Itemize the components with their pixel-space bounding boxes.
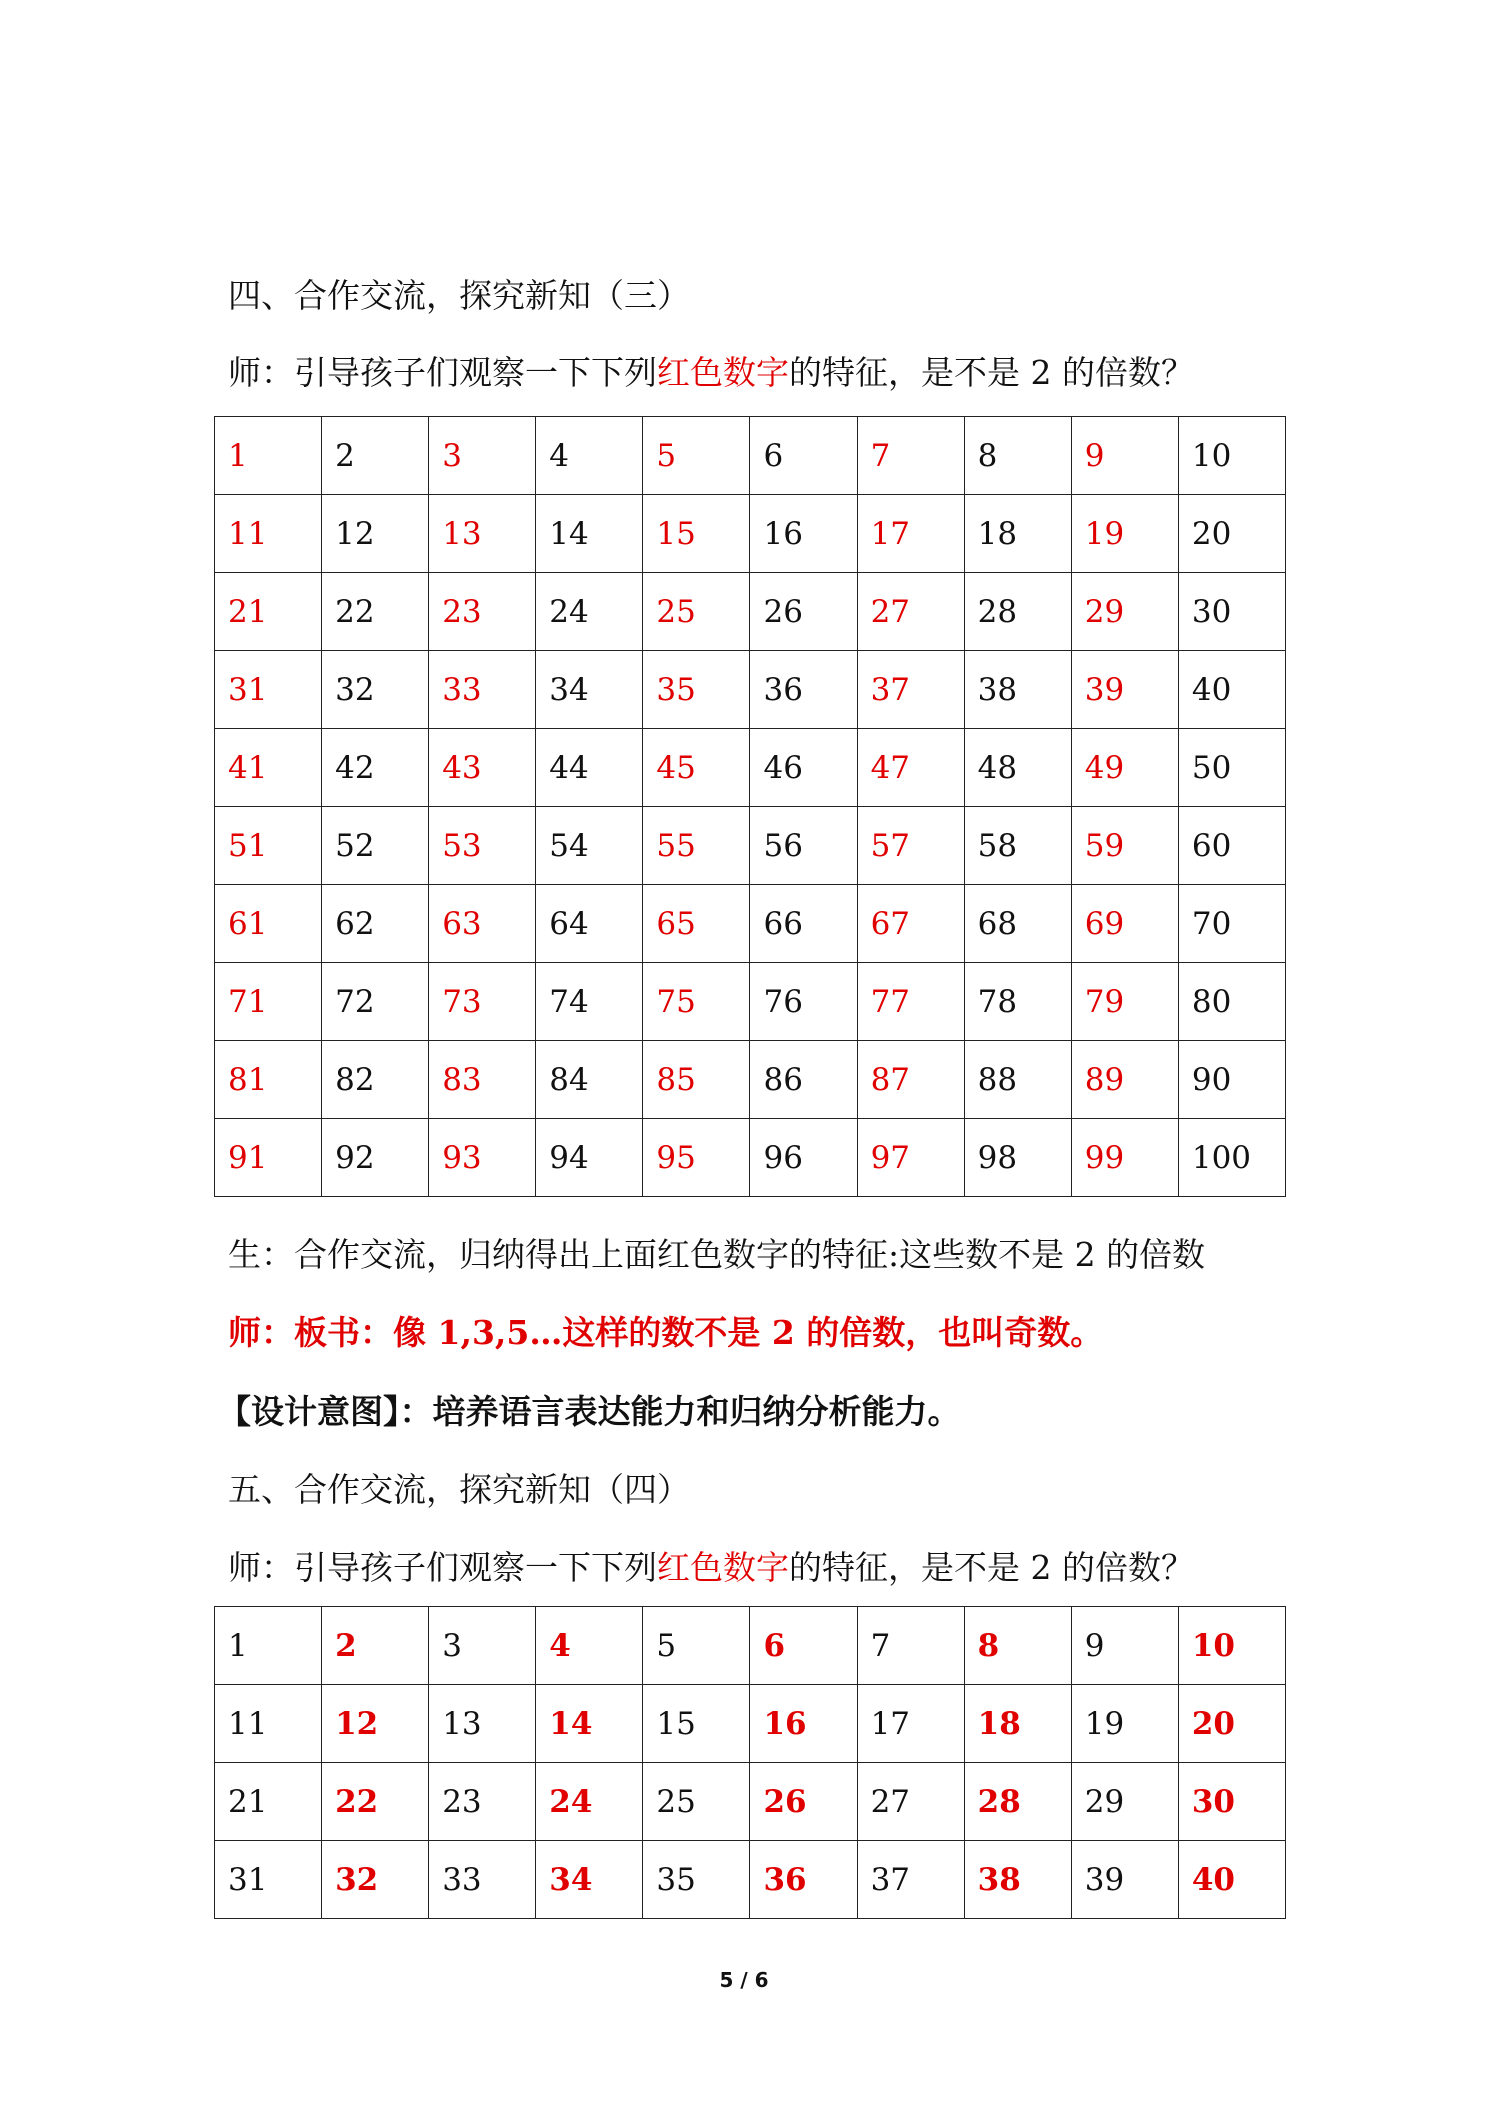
table-cell: 60 [1178,807,1285,885]
table-cell: 80 [1178,963,1285,1041]
table-cell: 70 [1178,885,1285,963]
table-cell: 6 [750,417,857,495]
table-row [215,1119,1286,1197]
table-cell: 15 [643,1685,750,1763]
table-cell: 11 [215,495,322,573]
table-cell: 78 [964,963,1071,1041]
table-cell: 27 [857,573,964,651]
table-cell: 6 [750,1607,857,1685]
table-cell: 31 [215,1841,322,1919]
table-row [215,1763,1286,1841]
table-cell: 21 [215,1763,322,1841]
table-cell: 13 [429,495,536,573]
table-cell: 19 [1071,1685,1178,1763]
table-cell: 35 [643,651,750,729]
teacher-board-note: 师：板书：像 1,3,5…这样的数不是 2 的倍数，也叫奇数。 [228,1313,1104,1352]
table-cell: 2 [322,417,429,495]
table-cell: 33 [429,1841,536,1919]
table-cell: 3 [429,417,536,495]
table-cell: 3 [429,1607,536,1685]
table-cell: 24 [536,1763,643,1841]
table-cell: 25 [643,1763,750,1841]
table-cell: 49 [1071,729,1178,807]
table-cell: 12 [322,495,429,573]
table-cell: 18 [964,495,1071,573]
table-cell: 8 [964,1607,1071,1685]
table-cell: 36 [750,651,857,729]
table-cell: 92 [322,1119,429,1197]
table-cell: 4 [536,1607,643,1685]
table-cell: 14 [536,495,643,573]
table-cell: 12 [322,1685,429,1763]
table-cell: 40 [1178,651,1285,729]
table-cell: 38 [964,1841,1071,1919]
table-cell: 20 [1178,495,1285,573]
table-cell: 29 [1071,573,1178,651]
table-cell: 52 [322,807,429,885]
design-intent-label: 【设计意图】 [218,1392,400,1431]
table-cell: 11 [215,1685,322,1763]
table-cell: 14 [536,1685,643,1763]
prompt-text-b: 的特征，是不是 2 的倍数？ [789,1548,1194,1587]
table-cell: 20 [1178,1685,1285,1763]
table-cell: 64 [536,885,643,963]
table-cell: 82 [322,1041,429,1119]
table-cell: 63 [429,885,536,963]
table-cell: 51 [215,807,322,885]
table-cell: 22 [322,573,429,651]
table-row [215,1607,1286,1685]
table-cell: 35 [643,1841,750,1919]
table-cell: 28 [964,573,1071,651]
table-cell: 58 [964,807,1071,885]
table-cell: 87 [857,1041,964,1119]
table-cell: 86 [750,1041,857,1119]
table-cell: 30 [1178,573,1285,651]
table-cell: 23 [429,1763,536,1841]
table-cell: 48 [964,729,1071,807]
number-table-1-40 [214,1606,1286,1919]
table-cell: 27 [857,1763,964,1841]
table-cell: 5 [643,1607,750,1685]
table-cell: 10 [1178,417,1285,495]
teacher-prompt-1 [228,351,1194,395]
table-cell: 10 [1178,1607,1285,1685]
table-cell: 16 [750,495,857,573]
table-cell: 73 [429,963,536,1041]
table-cell: 96 [750,1119,857,1197]
table-cell: 71 [215,963,322,1041]
prompt-text-a: 师：引导孩子们观察一下下列 [228,353,657,392]
table-row [215,1041,1286,1119]
table-row [215,651,1286,729]
table-cell: 7 [857,1607,964,1685]
table-cell: 99 [1071,1119,1178,1197]
table-cell: 68 [964,885,1071,963]
table-cell: 56 [750,807,857,885]
table-cell: 32 [322,1841,429,1919]
table-cell: 19 [1071,495,1178,573]
table-cell: 83 [429,1041,536,1119]
prompt-red-text: 红色数字 [657,1548,789,1587]
table-row [215,1685,1286,1763]
table-cell: 89 [1071,1041,1178,1119]
table-cell: 1 [215,417,322,495]
table-row [215,417,1286,495]
table-cell: 66 [750,885,857,963]
design-intent-text: ：培养语言表达能力和归纳分析能力。 [399,1392,961,1431]
table-cell: 32 [322,651,429,729]
table-cell: 43 [429,729,536,807]
table-cell: 46 [750,729,857,807]
table-row [215,495,1286,573]
table-cell: 39 [1071,1841,1178,1919]
teacher-prompt-2 [228,1546,1194,1590]
table-cell: 59 [1071,807,1178,885]
table-cell: 17 [857,1685,964,1763]
table-cell: 2 [322,1607,429,1685]
table-cell: 23 [429,573,536,651]
table-cell: 84 [536,1041,643,1119]
table-cell: 5 [643,417,750,495]
prompt-red-text: 红色数字 [657,353,789,392]
student-conclusion: 生：合作交流，归纳得出上面红色数字的特征:这些数不是 2 的倍数 [228,1235,1206,1274]
number-table-1-100 [214,416,1286,1197]
table-cell: 4 [536,417,643,495]
section-heading-4: 五、合作交流，探究新知（四） [228,1470,690,1509]
table-cell: 55 [643,807,750,885]
table-cell: 69 [1071,885,1178,963]
prompt-text-a: 师：引导孩子们观察一下下列 [228,1548,657,1587]
table-cell: 33 [429,651,536,729]
table-cell: 24 [536,573,643,651]
table-row [215,573,1286,651]
table-cell: 22 [322,1763,429,1841]
table-cell: 25 [643,573,750,651]
prompt-text-b: 的特征，是不是 2 的倍数？ [789,353,1194,392]
table-cell: 36 [750,1841,857,1919]
table-cell: 74 [536,963,643,1041]
table-cell: 41 [215,729,322,807]
page-number: 5 / 6 [719,1968,769,1992]
table-cell: 47 [857,729,964,807]
table-cell: 93 [429,1119,536,1197]
table-cell: 100 [1178,1119,1285,1197]
table-cell: 65 [643,885,750,963]
table-cell: 21 [215,573,322,651]
table-cell: 94 [536,1119,643,1197]
table-cell: 97 [857,1119,964,1197]
table-cell: 72 [322,963,429,1041]
table-cell: 8 [964,417,1071,495]
section-heading-3: 四、合作交流，探究新知（三） [228,276,690,315]
table-cell: 15 [643,495,750,573]
table-cell: 79 [1071,963,1178,1041]
table-cell: 95 [643,1119,750,1197]
table-cell: 28 [964,1763,1071,1841]
table-cell: 34 [536,1841,643,1919]
table-cell: 77 [857,963,964,1041]
table-cell: 31 [215,651,322,729]
table-row [215,729,1286,807]
table-cell: 98 [964,1119,1071,1197]
table-cell: 29 [1071,1763,1178,1841]
table-cell: 26 [750,1763,857,1841]
table-cell: 91 [215,1119,322,1197]
table-row [215,885,1286,963]
table-cell: 90 [1178,1041,1285,1119]
table-cell: 61 [215,885,322,963]
table-cell: 9 [1071,1607,1178,1685]
table-cell: 57 [857,807,964,885]
table-cell: 44 [536,729,643,807]
table-cell: 40 [1178,1841,1285,1919]
table-cell: 53 [429,807,536,885]
table-cell: 75 [643,963,750,1041]
table-cell: 18 [964,1685,1071,1763]
table-row [215,1841,1286,1919]
table-cell: 13 [429,1685,536,1763]
table-cell: 76 [750,963,857,1041]
table-cell: 38 [964,651,1071,729]
table-cell: 26 [750,573,857,651]
table-cell: 62 [322,885,429,963]
table-row [215,807,1286,885]
table-cell: 81 [215,1041,322,1119]
table-cell: 50 [1178,729,1285,807]
table-row [215,963,1286,1041]
table-cell: 34 [536,651,643,729]
table-cell: 7 [857,417,964,495]
table-cell: 37 [857,1841,964,1919]
table-cell: 88 [964,1041,1071,1119]
table-cell: 37 [857,651,964,729]
table-cell: 54 [536,807,643,885]
table-cell: 9 [1071,417,1178,495]
table-cell: 16 [750,1685,857,1763]
table-cell: 42 [322,729,429,807]
table-cell: 85 [643,1041,750,1119]
table-cell: 39 [1071,651,1178,729]
table-cell: 30 [1178,1763,1285,1841]
table-cell: 45 [643,729,750,807]
table-cell: 1 [215,1607,322,1685]
table-cell: 17 [857,495,964,573]
table-cell: 67 [857,885,964,963]
design-intent [218,1390,961,1434]
